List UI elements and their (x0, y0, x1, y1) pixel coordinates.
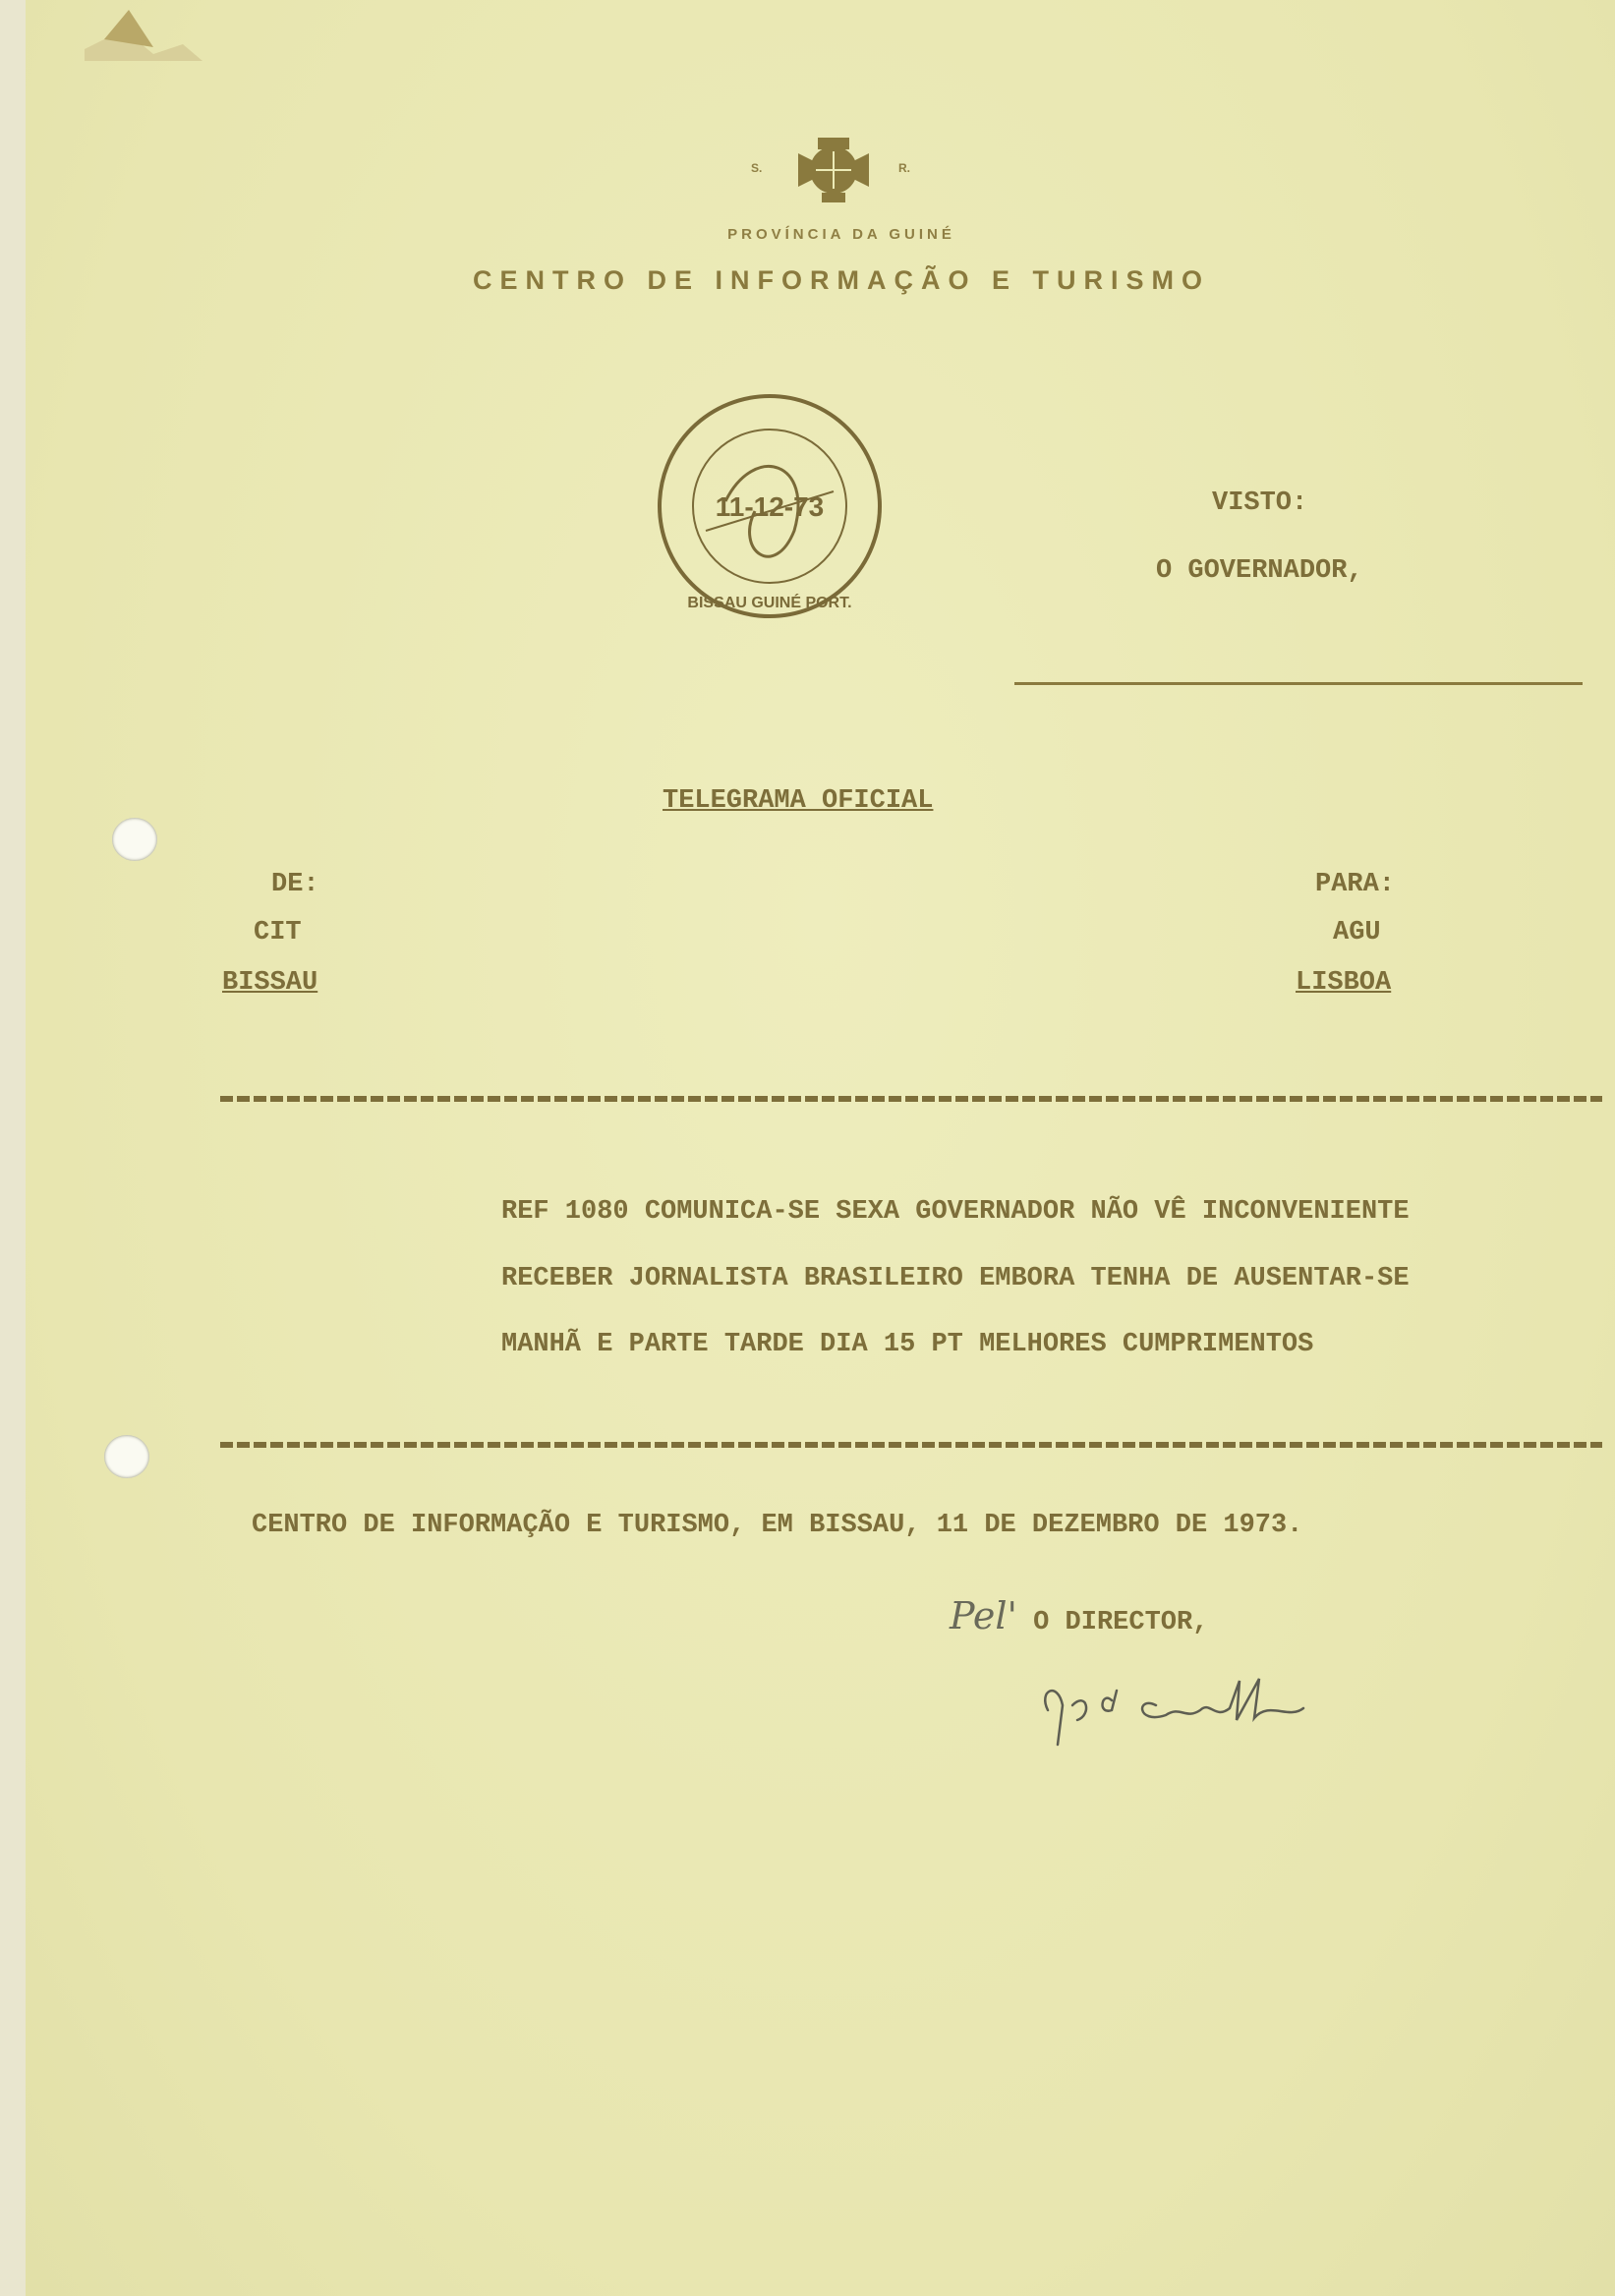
from-city: BISSAU (222, 968, 318, 998)
message-line-2: RECEBER JORNALISTA BRASILEIRO EMBORA TENHA DE AUSENTAR-SE (501, 1264, 1410, 1293)
director-label: O DIRECTOR, (1033, 1608, 1209, 1637)
message-line-1: REF 1080 COMUNICA-SE SEXA GOVERNADOR NÃO VÊ INCONVENIENTE (501, 1197, 1410, 1227)
punch-hole (112, 818, 157, 861)
province-heading: PROVÍNCIA DA GUINÉ (727, 226, 955, 243)
message-line-3: MANHÃ E PARTE TARDE DIA 15 PT MELHORES CUMPRIMENTOS (501, 1330, 1314, 1359)
r-label: R. (898, 161, 910, 175)
handwritten-signature (1018, 1661, 1333, 1750)
place-date-line: CENTRO DE INFORMAÇÃO E TURISMO, EM BISSAU, 11 DE DEZEMBRO DE 1973. (252, 1511, 1303, 1540)
punch-hole (104, 1435, 149, 1478)
organization-heading: CENTRO DE INFORMAÇÃO E TURISMO (473, 265, 1210, 295)
director-signoff (950, 1594, 1208, 1637)
pel-handwritten: Pel' (950, 1594, 1017, 1637)
to-city: LISBOA (1296, 968, 1392, 998)
document-page (26, 0, 1615, 2296)
torn-corner (85, 0, 202, 69)
governador-label: O GOVERNADOR, (1156, 556, 1363, 586)
visto-label: VISTO: (1212, 488, 1308, 518)
postmark-stamp (647, 383, 893, 629)
svg-text:11-12-73: 11-12-73 (715, 491, 825, 522)
svg-text:BISSAU GUINÉ PORT.: BISSAU GUINÉ PORT. (687, 595, 852, 611)
to-label: PARA: (1315, 870, 1396, 899)
signature-line (1014, 682, 1583, 685)
telegram-title: TELEGRAMA OFICIAL (663, 786, 934, 816)
s-label: S. (751, 161, 763, 175)
from-label: DE: (271, 870, 319, 899)
dashed-divider-top (220, 1096, 1602, 1102)
from-org: CIT (254, 918, 302, 947)
to-org: AGU (1333, 918, 1381, 947)
coat-of-arms-icon (788, 134, 879, 206)
dashed-divider-bottom (220, 1442, 1602, 1448)
